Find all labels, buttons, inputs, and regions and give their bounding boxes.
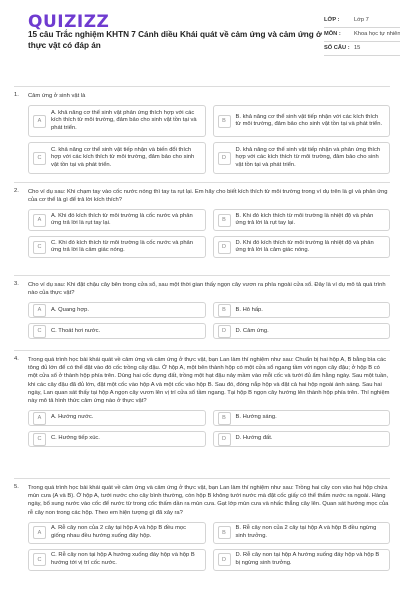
answer-options	[28, 209, 390, 258]
question-4	[14, 356, 390, 447]
option-text: B. Hô hấp.	[235, 306, 263, 313]
option-text: C. Khi đó kích thích từ môi trường là cốc nước và phản ứng trả lời là cảm giác nóng.	[51, 239, 194, 254]
answer-options	[28, 410, 390, 447]
question-number: 5.	[14, 484, 19, 490]
option-letter-badge: A	[33, 412, 46, 425]
worksheet-header	[14, 0, 400, 65]
option-text: A. Hướng nước.	[51, 414, 94, 421]
question-2	[14, 188, 390, 258]
option-letter-badge: A	[33, 526, 46, 539]
quizizz-logo[interactable]: QUIZIZZ	[28, 12, 110, 32]
answer-options	[28, 522, 390, 571]
option-letter-badge: B	[218, 214, 231, 227]
answer-option-d[interactable]	[213, 323, 391, 339]
option-text: D. Khi đó kích thích từ môi trường là nhiệt độ và phản ứng trả lời là cảm giác nóng.	[235, 239, 374, 254]
option-text: A. Khi đó kích thích từ môi trường là cốc nước và phản ứng trả lời là rụt tay lại.	[51, 212, 193, 227]
question-text: Cảm ứng ở sinh vật là	[28, 93, 86, 99]
question-divider	[14, 350, 390, 351]
option-text: C. Hướng tiếp xúc.	[51, 435, 100, 442]
answer-option-b[interactable]	[213, 522, 391, 544]
option-text: A. Quang hợp.	[51, 306, 89, 313]
option-text: D. Hướng đất.	[235, 435, 273, 442]
meta-row-subject	[324, 28, 400, 42]
worksheet-meta	[324, 14, 400, 56]
option-letter-badge: A	[33, 304, 46, 317]
answer-options	[28, 302, 390, 339]
meta-label: MÔN :	[324, 31, 341, 37]
answer-option-c[interactable]	[28, 549, 206, 571]
question-text: Trong quá trình học bài khái quát về cảm ứng và cảm ứng ở thực vật, bạn Lan làm thí nghiệm như sau: Chuẩn bị hai hộp A, B bằng bìa các tông đủ lớn để có thể đặt vào đó cốc trồng cây đậu. Ở hộp A, một bên thành hộp có một cửa sổ ngang tầm với ngọn cây đậu; ở hộp B có một cửa sổ ở thành hộp phía trên. Dùng hai cốc đựng đất, trồng một hạt đậu nảy mầm vào mỗi cốc và tưới đủ ẩm hằng ngày. Sau một tuần, khi các cây đậu đã đủ lớn, đặt một cốc vào hộp A và một cốc vào hộp B. Sau đó, đóng nắp hộp và đặt cả hai hộp ngoài ánh sáng. Sau hai ngày, Lan quan sát thấy tại hộp A ngọn cây vươn lên vị trí cửa sổ tầm ngang. Tại hộp B ngọn cây hướng lên thành hộp phía trên. Thí nghiệm này mô tả hình thức cảm ứng nào ở thực vật?	[28, 357, 390, 405]
meta-value: Lớp 7	[354, 17, 369, 23]
option-letter-badge: C	[33, 433, 46, 446]
option-letter-badge: B	[218, 526, 231, 539]
option-letter-badge: C	[33, 152, 46, 165]
answer-option-a[interactable]	[28, 302, 206, 318]
answer-option-b[interactable]	[213, 105, 391, 137]
question-text: Cho ví dụ sau: Khi đặt chậu cây bên trong cửa sổ, sau một thời gian thấy ngọn cây vươn ra phía ngoài cửa sổ. Đây là ví dụ mô tả quá trình nào của thực vật?	[28, 282, 386, 297]
option-text: C. khả năng cơ thể sinh vật tiếp nhận và biến đổi thích hợp với các kích thích từ môi trường, đảm bảo cho sinh vật tồn tại và phát triển.	[51, 146, 195, 168]
meta-row-grade	[324, 14, 400, 28]
question-text: Trong quá trình học bài khái quát về cảm ứng và cảm ứng ở thực vật, bạn Lan làm thí nghiệm như sau: Trồng hai cây con vào hai hộp chứa mùn cưa (A và B). Ở hộp A, tưới nước cho cây bình thường, còn hộp B không tưới nước mà đặt cốc giấy có thể thấm nước ra ngoài. Hàng ngày, bổ sung nước vào cốc để nước từ trong cốc thấm dần ra mùn cưa. Gạt lớp mùn cưa và nhấc thẳng cây lên. Quan sát hướng mọc của rễ cây non trong các hộp. Theo em hiện tượng gì đã xảy ra?	[28, 485, 389, 516]
answer-option-c[interactable]	[28, 236, 206, 258]
answer-option-c[interactable]	[28, 142, 206, 174]
answer-option-a[interactable]	[28, 410, 206, 426]
answer-option-d[interactable]	[213, 142, 391, 174]
answer-options	[28, 105, 390, 174]
option-letter-badge: B	[218, 412, 231, 425]
meta-value: 15	[354, 45, 361, 51]
question-5	[14, 484, 390, 571]
question-number: 2.	[14, 188, 19, 194]
option-letter-badge: A	[33, 115, 46, 128]
option-letter-badge: B	[218, 115, 231, 128]
option-text: D. khả năng cơ thể sinh vật tiếp nhận và phản ứng thích hợp với các kích thích từ môi trường, đảm bảo cho sinh vật tồn tại và phát triển.	[235, 146, 381, 168]
question-divider	[14, 86, 390, 87]
meta-label: SỐ CÂU :	[324, 45, 350, 51]
question-number: 1.	[14, 92, 19, 98]
option-text: B. Rễ cây non của 2 cây tại hộp A và hộp B đều ngừng sinh trưởng.	[235, 525, 377, 539]
answer-option-b[interactable]	[213, 209, 391, 231]
answer-option-d[interactable]	[213, 549, 391, 571]
option-letter-badge: C	[33, 325, 46, 338]
option-text: B. Khi đó kích thích từ môi trường là nhiệt độ và phản ứng trả lời là rụt tay lại.	[235, 212, 374, 227]
answer-option-c[interactable]	[28, 431, 206, 447]
question-1	[14, 92, 390, 174]
answer-option-a[interactable]	[28, 522, 206, 544]
option-letter-badge: D	[218, 553, 231, 566]
question-text: Cho ví dụ sau: Khi chạm tay vào cốc nước nóng thì tay ta rụt lại. Em hãy cho biết kích thích từ môi trường trong ví dụ trên là gì và phản ứng của cơ thể là gì để trả lời kích thích?	[28, 189, 388, 204]
option-letter-badge: D	[218, 325, 231, 338]
meta-label: LỚP :	[324, 17, 340, 23]
meta-row-count	[324, 42, 400, 56]
option-letter-badge: C	[33, 241, 46, 254]
question-divider	[14, 275, 390, 276]
question-number: 4.	[14, 356, 19, 362]
option-text: D. Rễ cây non tại hộp A hướng xuống đáy hộp và hộp B bị ngừng sinh trưởng.	[235, 552, 380, 566]
answer-option-d[interactable]	[213, 236, 391, 258]
worksheet-title: 15 câu Trắc nghiệm KHTN 7 Cánh diều Khái quát về cảm ứng và cảm ứng ở thực vật có đáp án	[28, 30, 322, 50]
answer-option-a[interactable]	[28, 105, 206, 137]
question-divider	[14, 182, 390, 183]
question-number: 3.	[14, 281, 19, 287]
answer-option-b[interactable]	[213, 410, 391, 426]
answer-option-c[interactable]	[28, 323, 206, 339]
option-text: B. Hướng sáng.	[235, 414, 277, 421]
question-divider	[14, 478, 390, 479]
answer-option-a[interactable]	[28, 209, 206, 231]
option-letter-badge: C	[33, 553, 46, 566]
option-text: A. Rễ cây non của 2 cây tại hộp A và hộp B đều mọc giống nhau đều hướng xuống đáy hộp.	[51, 525, 187, 539]
meta-value: Khoa học tự nhiên	[354, 31, 400, 37]
answer-option-b[interactable]	[213, 302, 391, 318]
question-3	[14, 281, 390, 339]
option-text: C. Rễ cây non tại hộp A hướng xuống đáy hộp và hộp B hướng tới vị trí cốc nước.	[51, 552, 195, 566]
option-letter-badge: D	[218, 433, 231, 446]
option-text: D. Cảm ứng.	[235, 327, 269, 334]
option-letter-badge: D	[218, 241, 231, 254]
option-text: A. khả năng cơ thể sinh vật phản ứng thích hợp với các kích thích từ môi trường, đảm bảo cho sinh vật tồn tại và phát triển.	[51, 109, 197, 131]
option-letter-badge: D	[218, 152, 231, 165]
option-letter-badge: A	[33, 214, 46, 227]
answer-option-d[interactable]	[213, 431, 391, 447]
option-text: C. Thoát hơi nước.	[51, 327, 101, 334]
option-text: B. khả năng cơ thể sinh vật tiếp nhận với các kích thích từ môi trường, đảm bảo cho sinh vật tồn tại và phát triển.	[235, 113, 383, 128]
option-letter-badge: B	[218, 304, 231, 317]
